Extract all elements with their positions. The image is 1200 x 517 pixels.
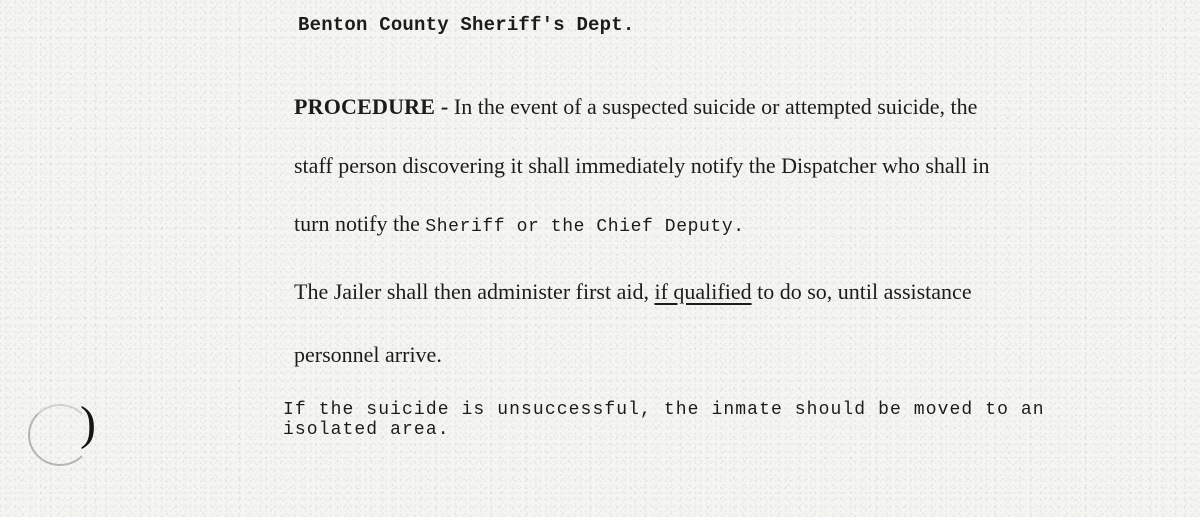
procedure-line-4 [294,279,972,305]
procedure-line-1 [294,94,977,120]
procedure-line-5: personnel arrive. [294,342,442,367]
typewritten-note: If the suicide is unsuccessful, the inmate should be moved to an isolated area. [283,400,1045,440]
binder-bracket-icon: ) [80,397,96,450]
procedure-line-3 [294,211,745,237]
procedure-line-4-prefix: The Jailer shall then administer first aid, [294,279,649,304]
qualified-underlined-text: if qualified [654,279,752,304]
procedure-label: PROCEDURE - [294,94,449,119]
procedure-line-3-prefix: turn notify the [294,211,420,236]
procedure-line-3-typed: Sheriff or the Chief Deputy. [425,217,745,237]
procedure-line-1-text: In the event of a suspected suicide or attempted suicide, the [453,94,978,119]
procedure-line-2: staff person discovering it shall immediately notify the Dispatcher who shall in [294,153,990,178]
department-header: Benton County Sheriff's Dept. [298,14,635,36]
procedure-line-4-suffix: to do so, until assistance [757,279,972,304]
